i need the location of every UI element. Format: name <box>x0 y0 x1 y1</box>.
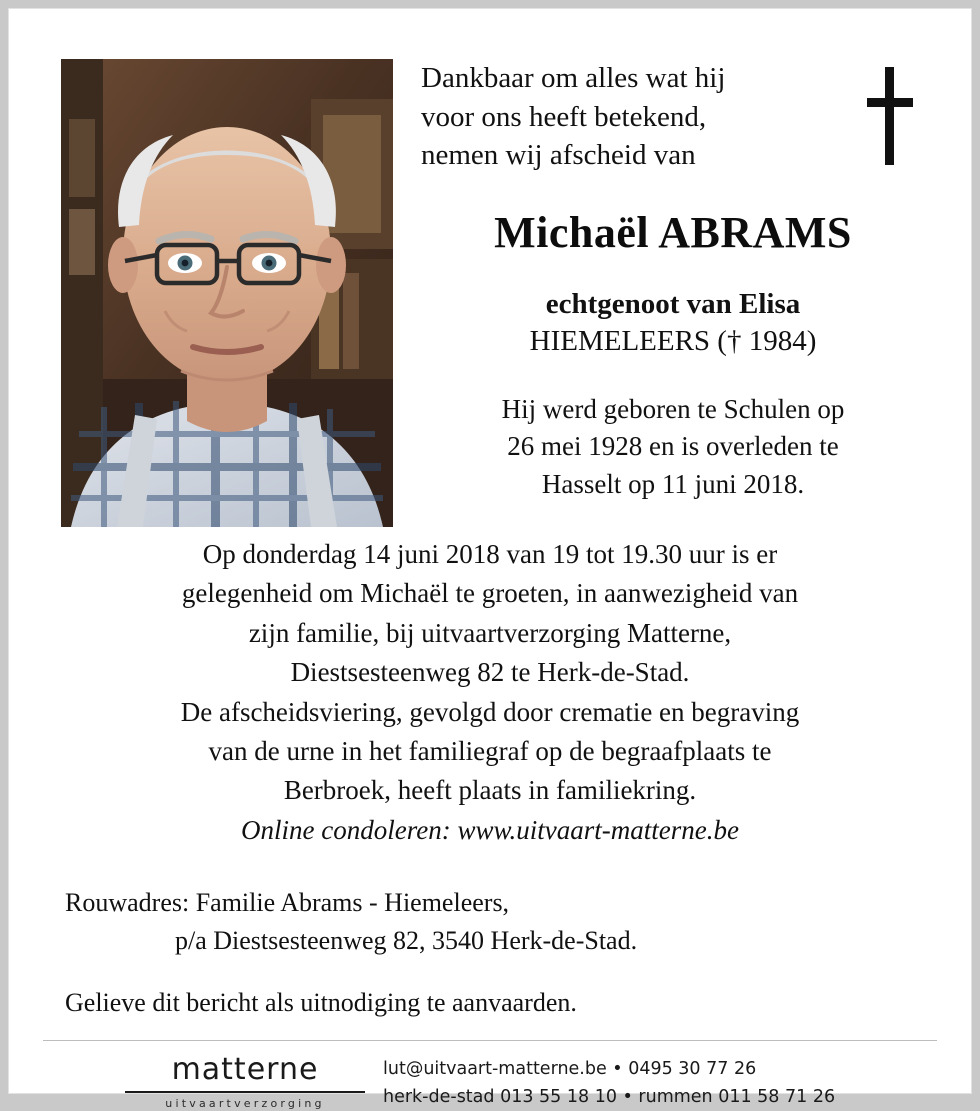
footer <box>9 1052 971 1111</box>
service-details <box>9 535 971 850</box>
memorial-card <box>8 8 972 1111</box>
service-line-2: gelegenheid om Michaël te groeten, in aanwezigheid van <box>181 578 799 609</box>
birth-line-2: 26 mei 1928 en is overleden te <box>507 431 839 462</box>
service-line-4: Diestsesteenweg 82 te Herk-de-Stad. <box>290 657 690 688</box>
footer-divider <box>43 1040 937 1041</box>
service-line-5: De afscheidsviering, gevolgd door crematie en begraving <box>180 696 800 727</box>
intro-text <box>421 59 841 175</box>
deceased-last-name: ABRAMS <box>658 207 852 257</box>
birth-line-3: Hasselt op 11 juni 2018. <box>541 468 805 499</box>
mourning-address-line-2: p/a Diestsesteenweg 82, 3540 Herk-de-Stad. <box>175 925 638 955</box>
service-line-3: zijn familie, bij uitvaartverzorging Matterne, <box>248 617 732 648</box>
cross-icon <box>861 67 919 165</box>
contact-line-1: lut@uitvaart-matterne.be • 0495 30 77 26 <box>383 1058 757 1079</box>
service-line-1: Op donderdag 14 juni 2018 van 19 tot 19.30 uur is er <box>202 539 778 569</box>
top-section <box>9 9 971 529</box>
deceased-name <box>413 207 933 258</box>
deceased-first-name: Michaël <box>494 207 650 257</box>
service-line-6: van de urne in het familiegraf op de begraafplaats te <box>208 736 772 767</box>
matterne-logo <box>125 1052 365 1111</box>
intro-line-1: Dankbaar om alles wat hij <box>421 62 726 94</box>
invitation-note: Gelieve dit bericht als uitnodiging te aanvaarden. <box>65 987 577 1017</box>
contact-line-2: herk-de-stad 013 55 18 10 • rummen 011 58 71 26 <box>383 1086 836 1107</box>
intro-line-3: nemen wij afscheid van <box>421 139 696 172</box>
spouse-info <box>413 286 933 361</box>
top-text-block <box>413 59 933 503</box>
birth-line-1: Hij werd geboren te Schulen op <box>501 394 845 425</box>
birth-death-info <box>413 391 933 503</box>
service-line-7: Berbroek, heeft plaats in familiekring. <box>283 775 697 806</box>
logo-name: matterne <box>171 1052 319 1088</box>
footer-contact <box>383 1055 835 1111</box>
spouse-line-2: HIEMELEERS († 1984) <box>529 325 817 358</box>
intro-line-2: voor ons heeft betekend, <box>421 100 707 133</box>
mourning-address-line-1: Rouwadres: Familie Abrams - Hiemeleers, <box>65 888 510 918</box>
online-condolence-line: Online condoleren: www.uitvaart-matterne.be <box>241 814 739 845</box>
logo-subtitle: uitvaartverzorging <box>165 1097 325 1111</box>
portrait-photo <box>61 59 393 527</box>
mourning-address <box>9 884 971 959</box>
spouse-line-1: echtgenoot van Elisa <box>545 287 801 320</box>
logo-rule <box>125 1091 365 1093</box>
